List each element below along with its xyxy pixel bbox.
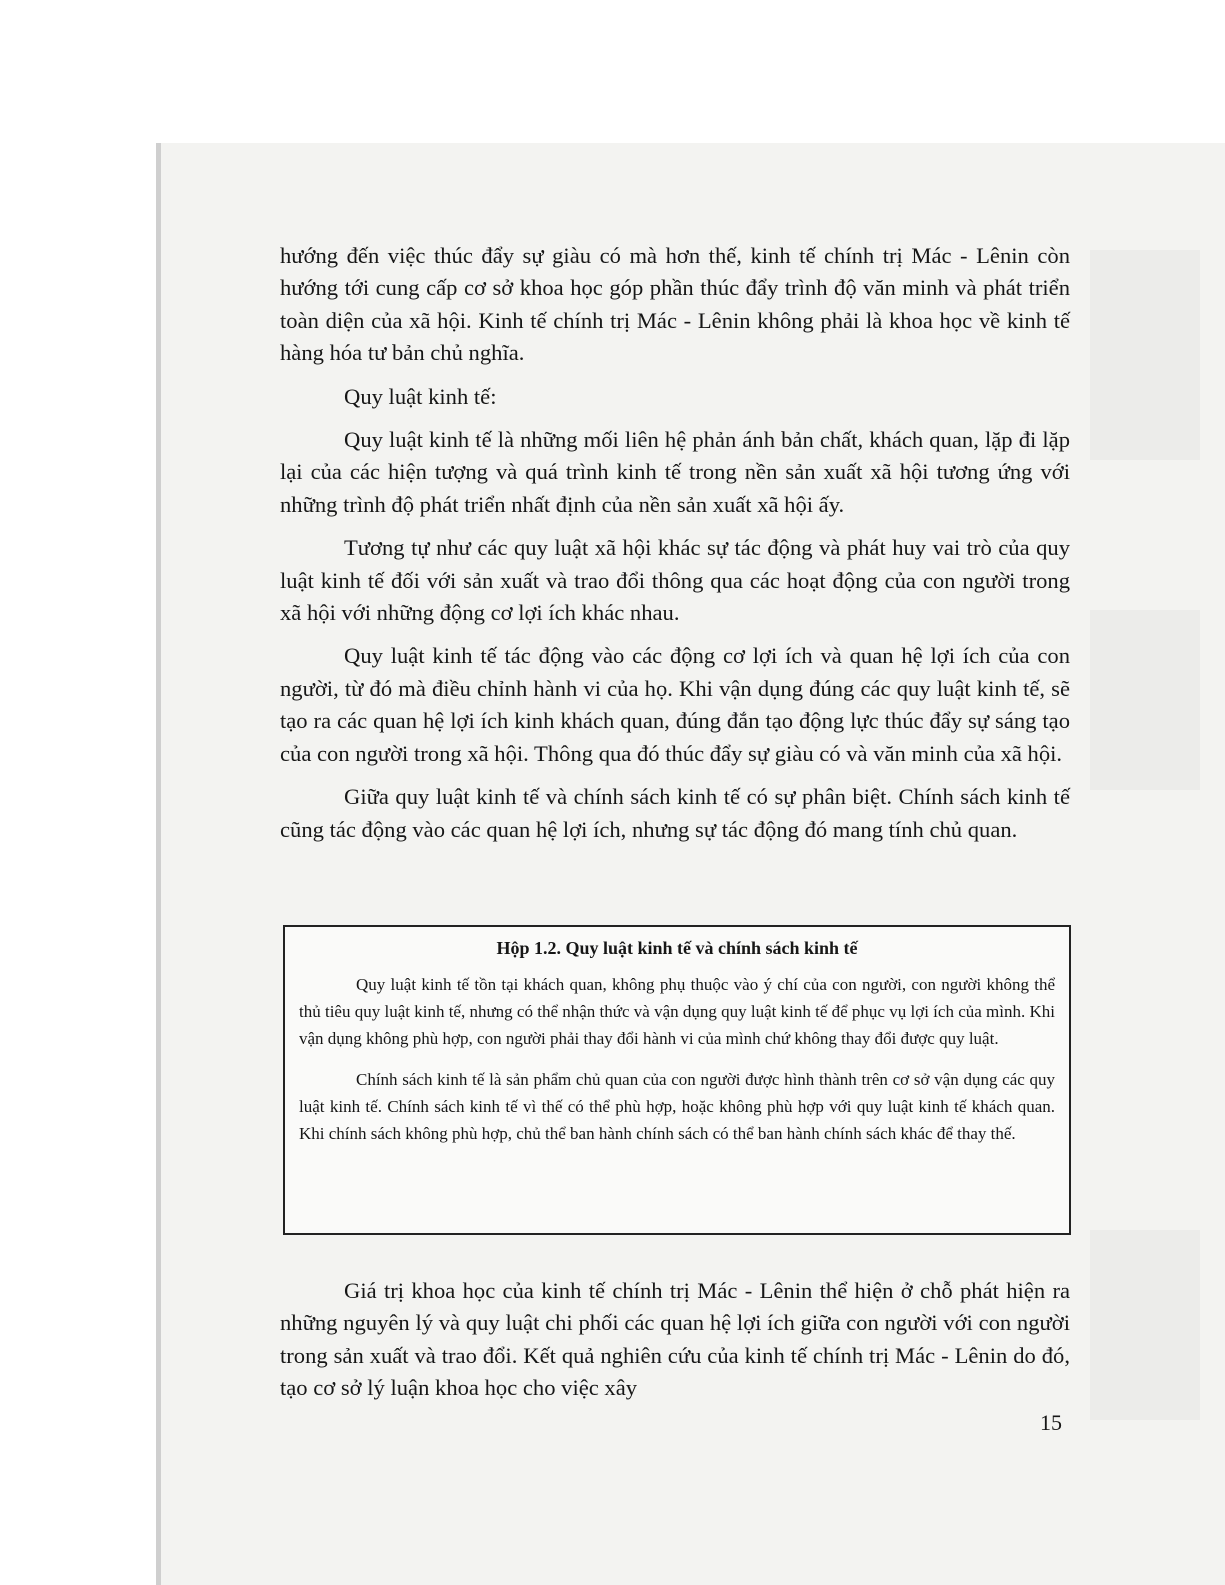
body-paragraph-2: Tương tự như các quy luật xã hội khác sự tác động và phát huy vai trò của quy luật kinh tế đối với sản xuất và trao đổi thông qua các hoạt động của con người trong xã hội với những động cơ lợi ích khác nhau.	[280, 535, 1070, 626]
bleed-through-shadow-middle	[1090, 610, 1200, 790]
opening-paragraph: hướng đến việc thúc đẩy sự giàu có mà hơn thế, kinh tế chính trị Mác - Lênin còn hướng tới cung cấp cơ sở khoa học góp phần thúc đẩy trình độ văn minh và phát triển toàn diện của xã hội. Kinh tế chính trị Mác - Lênin không phải là khoa học về kinh tế hàng hóa tư bản chủ nghĩa.	[280, 243, 1070, 366]
section-heading: Quy luật kinh tế:	[344, 383, 497, 409]
closing-text-column	[280, 1275, 1070, 1405]
page-number: 15	[1040, 1410, 1062, 1435]
info-box	[283, 925, 1071, 1235]
bleed-through-shadow-lower	[1090, 1230, 1200, 1420]
body-paragraph-3: Quy luật kinh tế tác động vào các động cơ lợi ích và quan hệ lợi ích của con người, từ đó mà điều chỉnh hành vi của họ. Khi vận dụng đúng các quy luật kinh tế, sẽ tạo ra các quan hệ lợi ích kinh khách quan, đúng đắn tạo động lực thúc đẩy sự sáng tạo của con người trong xã hội. Thông qua đó thúc đẩy sự giàu có và văn minh của xã hội.	[280, 643, 1070, 766]
page-left-edge	[156, 143, 161, 1585]
body-paragraph-1: Quy luật kinh tế là những mối liên hệ phản ánh bản chất, khách quan, lặp đi lặp lại của các hiện tượng và quá trình kinh tế trong nền sản xuất xã hội tương ứng với những trình độ phát triển nhất định của nền sản xuất xã hội ấy.	[280, 427, 1070, 517]
info-box-paragraph-1: Quy luật kinh tế tồn tại khách quan, không phụ thuộc vào ý chí của con người, con người không thể thủ tiêu quy luật kinh tế, nhưng có thể nhận thức và vận dụng quy luật kinh tế để phục vụ lợi ích của mình. Khi vận dụng không phù hợp, con người phải thay đổi hành vi của mình chứ không thay đổi được quy luật.	[299, 975, 1055, 1048]
info-box-paragraph-2: Chính sách kinh tế là sản phẩm chủ quan của con người được hình thành trên cơ sở vận dụng các quy luật kinh tế. Chính sách kinh tế vì thế có thể phù hợp, hoặc không phù hợp với quy luật kinh tế khách quan. Khi chính sách không phù hợp, chủ thể ban hành chính sách có thể ban hành chính sách khác để thay thế.	[299, 1070, 1055, 1143]
main-text-column	[280, 240, 1070, 846]
closing-paragraph: Giá trị khoa học của kinh tế chính trị Mác - Lênin thể hiện ở chỗ phát hiện ra những nguyên lý và quy luật chi phối các quan hệ lợi ích giữa con người với con người trong sản xuất và trao đổi. Kết quả nghiên cứu của kinh tế chính trị Mác - Lênin do đó, tạo cơ sở lý luận khoa học cho việc xây	[280, 1278, 1070, 1401]
bleed-through-shadow-upper	[1090, 250, 1200, 460]
body-paragraph-4: Giữa quy luật kinh tế và chính sách kinh tế có sự phân biệt. Chính sách kinh tế cũng tác động vào các quan hệ lợi ích, nhưng sự tác động đó mang tính chủ quan.	[280, 784, 1070, 842]
info-box-title: Hộp 1.2. Quy luật kinh tế và chính sách kinh tế	[496, 938, 858, 958]
